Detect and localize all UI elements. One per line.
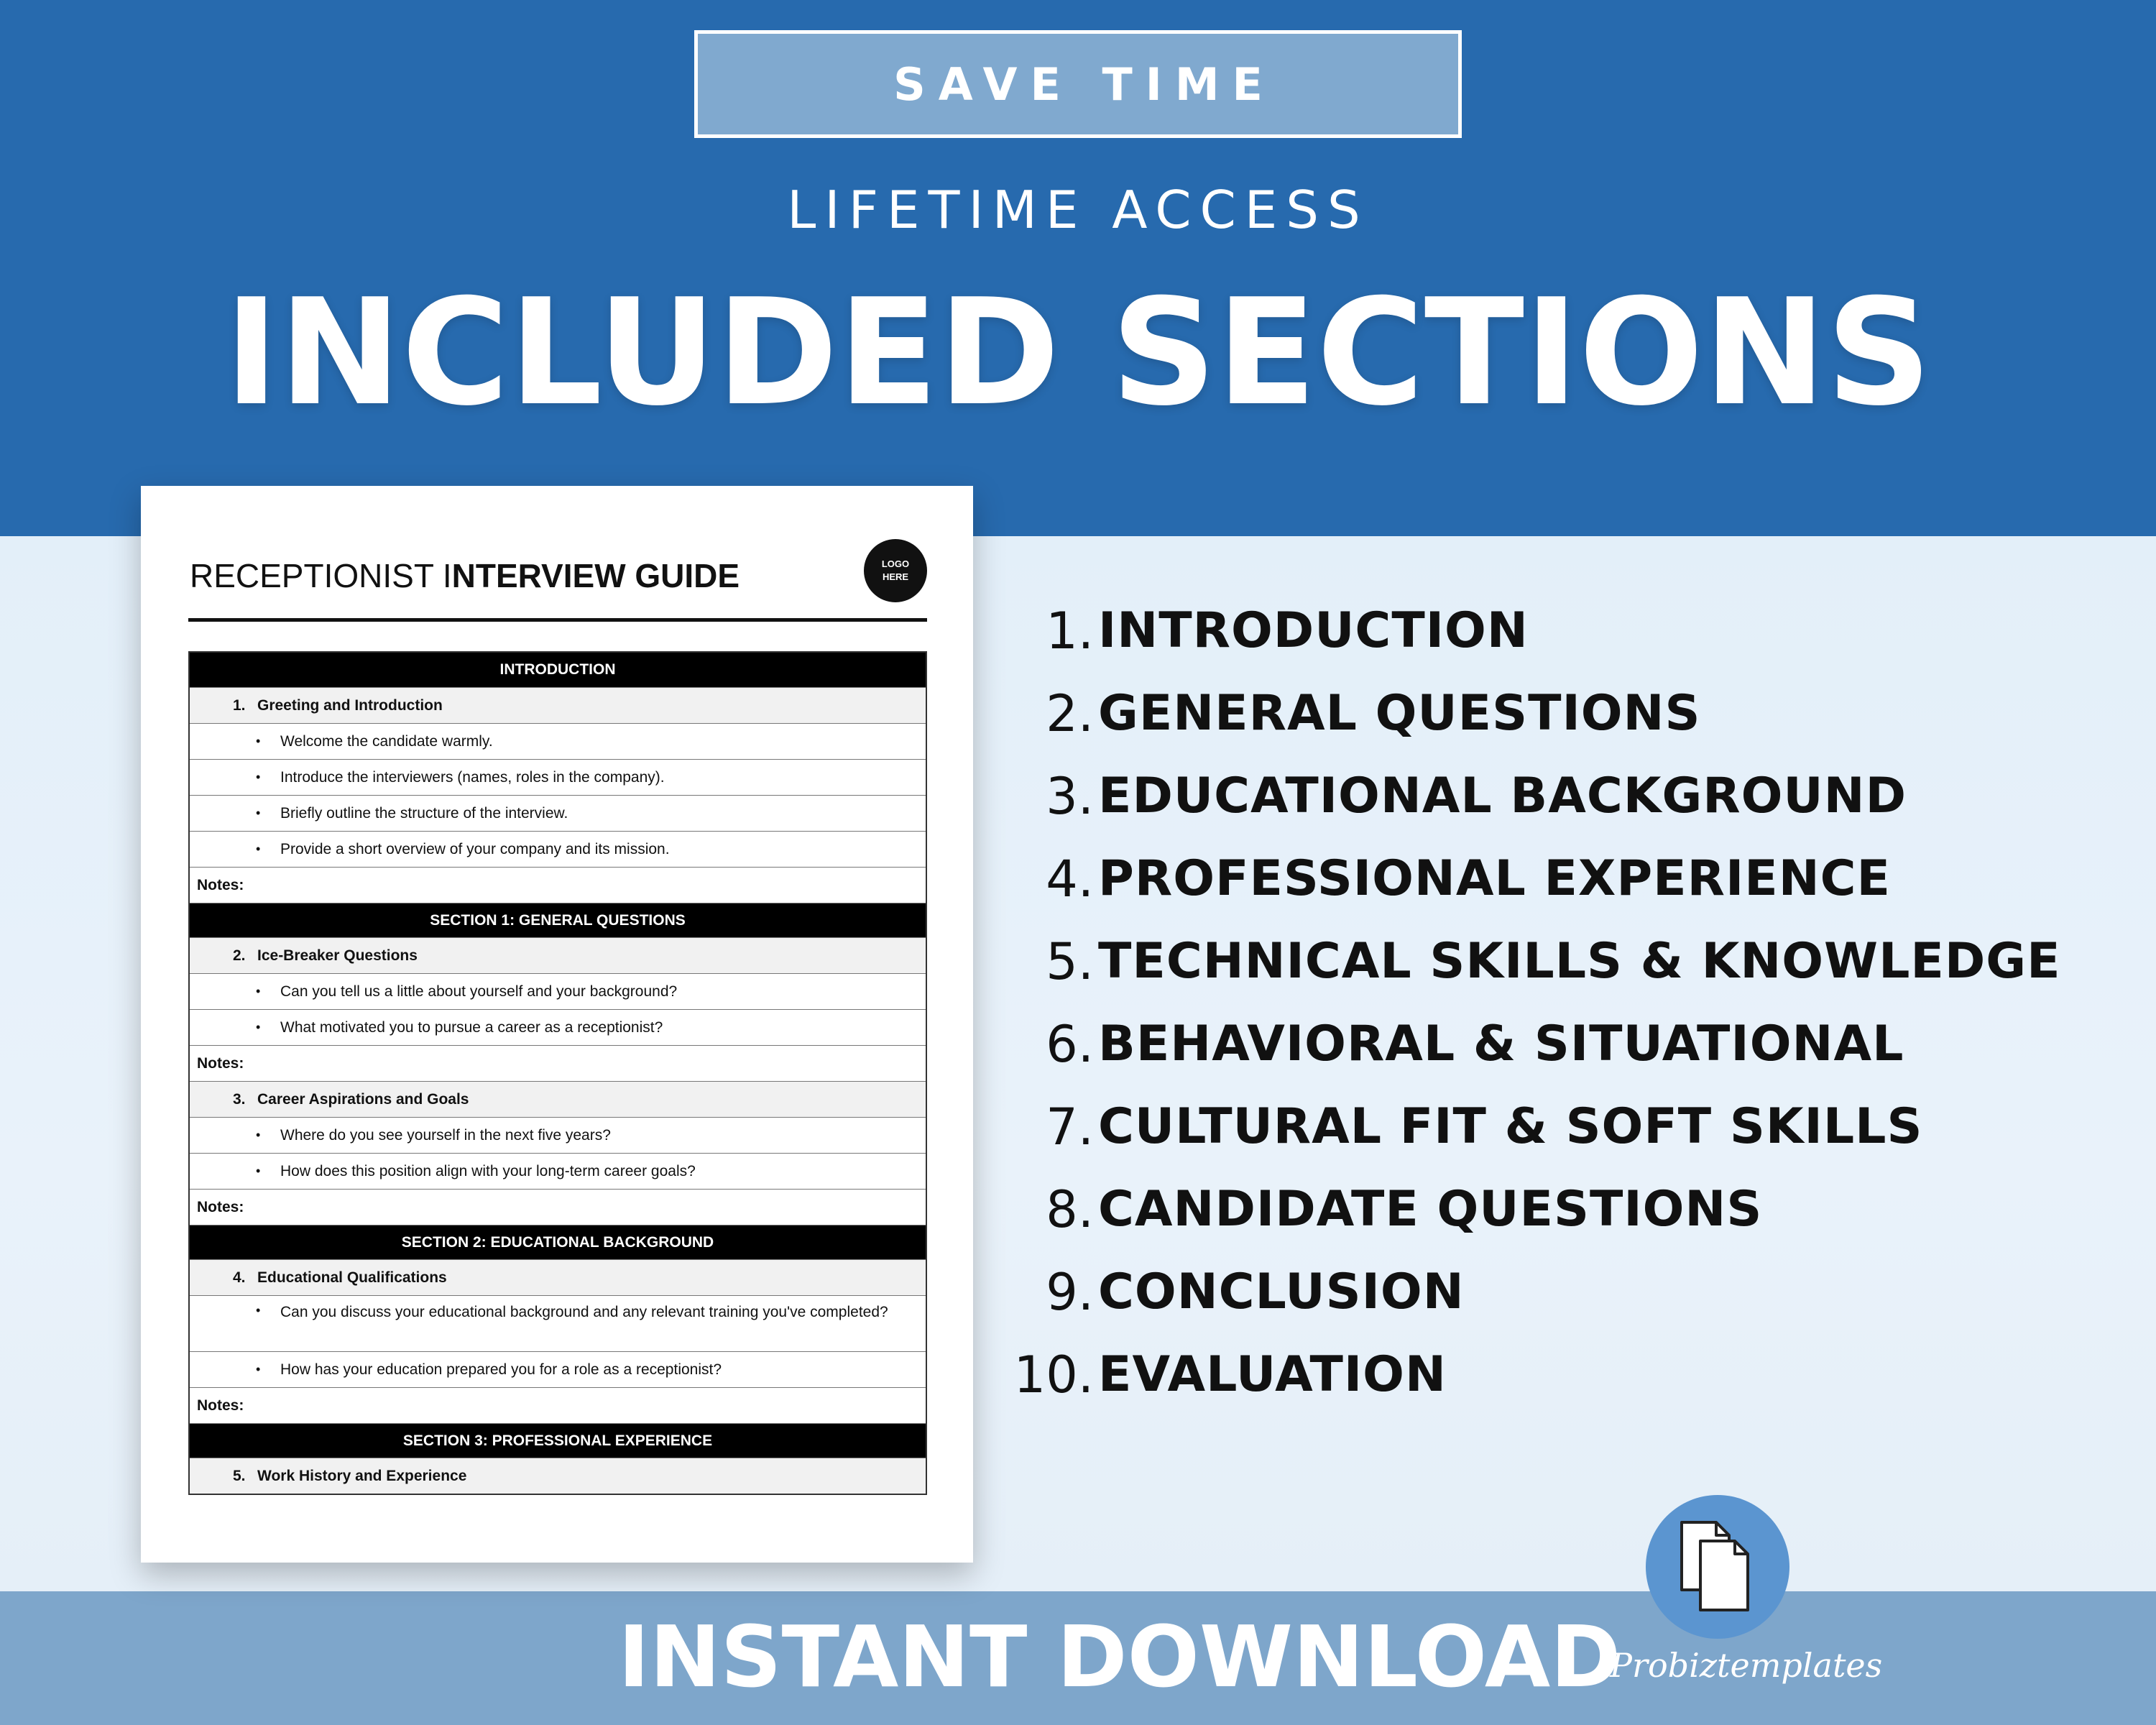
bullet-icon: • <box>256 842 261 856</box>
section-label: GENERAL QUESTIONS <box>1098 685 1701 742</box>
bullet-icon: • <box>256 806 261 820</box>
question-row <box>190 1351 926 1387</box>
question-group-number: 4. <box>233 1269 246 1286</box>
section-header-row: SECTION 3: PROFESSIONAL EXPERIENCE <box>190 1423 926 1458</box>
question-row <box>190 723 926 759</box>
section-list-item <box>1006 1333 2127 1416</box>
question-group-title: Greeting and Introduction <box>257 696 443 714</box>
notes-row: Notes: <box>190 1189 926 1225</box>
section-label: CANDIDATE QUESTIONS <box>1098 1181 1763 1238</box>
brand-name: Probiztemplates <box>1610 1646 1883 1685</box>
question-group-title: Work History and Experience <box>257 1467 467 1484</box>
logo-placeholder <box>864 539 927 602</box>
document-title-bold: NTERVIEW GUIDE <box>451 557 740 594</box>
section-number: 3. <box>1046 766 1094 826</box>
section-header-row: SECTION 1: GENERAL QUESTIONS <box>190 903 926 937</box>
question-text: Can you tell us a little about yourself and your background? <box>280 983 678 1000</box>
document-title <box>190 556 740 595</box>
lifetime-access-label: LIFETIME ACCESS <box>787 180 1369 240</box>
section-number: 2. <box>1046 684 1094 743</box>
question-group-number: 3. <box>233 1090 246 1108</box>
question-row <box>190 973 926 1009</box>
question-group-row <box>190 1081 926 1117</box>
question-group-row <box>190 937 926 973</box>
section-label: CULTURAL FIT & SOFT SKILLS <box>1098 1098 1923 1155</box>
bullet-icon: • <box>256 734 261 748</box>
section-list-item <box>1006 672 2127 755</box>
bullet-icon: • <box>256 770 261 784</box>
bullet-icon: • <box>256 1362 261 1376</box>
section-list-item <box>1006 1168 2127 1251</box>
section-list-item <box>1006 589 2127 672</box>
question-row <box>190 795 926 831</box>
question-text: Can you discuss your educational background and any relevant training you've completed? <box>280 1304 888 1320</box>
section-header-row: INTRODUCTION <box>190 653 926 687</box>
section-label: CONCLUSION <box>1098 1264 1465 1320</box>
logo-line2: HERE <box>882 571 909 582</box>
bullet-icon: • <box>256 1128 261 1142</box>
question-group-number: 5. <box>233 1467 246 1484</box>
bullet-icon: • <box>256 1020 261 1034</box>
section-label: EVALUATION <box>1098 1346 1447 1403</box>
question-row <box>190 1117 926 1153</box>
document-title-light: RECEPTIONIST I <box>190 557 452 594</box>
section-list-item <box>1006 1251 2127 1333</box>
question-text: How has your education prepared you for a role as a receptionist? <box>280 1361 722 1378</box>
title-divider <box>188 618 927 622</box>
document-preview <box>141 486 973 1563</box>
question-row <box>190 1295 926 1351</box>
question-row <box>190 1009 926 1045</box>
question-group-title: Ice-Breaker Questions <box>257 947 418 964</box>
section-list-item <box>1006 755 2127 837</box>
question-text: Provide a short overview of your company and its mission. <box>280 840 670 857</box>
question-group-title: Career Aspirations and Goals <box>257 1090 469 1108</box>
question-group-row <box>190 1259 926 1295</box>
question-group-row <box>190 1458 926 1494</box>
notes-row: Notes: <box>190 867 926 903</box>
interview-table <box>188 651 927 1495</box>
question-row <box>190 759 926 795</box>
section-label: EDUCATIONAL BACKGROUND <box>1098 768 1907 824</box>
section-list-item <box>1006 1003 2127 1085</box>
section-label: INTRODUCTION <box>1098 602 1529 659</box>
section-list-item <box>1006 1085 2127 1168</box>
question-group-row <box>190 687 926 723</box>
logo-line1: LOGO <box>881 558 910 569</box>
section-number: 4. <box>1046 849 1094 908</box>
question-text: How does this position align with your long-term career goals? <box>280 1162 696 1179</box>
bullet-icon: • <box>256 1164 261 1178</box>
notes-row: Notes: <box>190 1045 926 1081</box>
question-row <box>190 1153 926 1189</box>
section-number: 7. <box>1046 1097 1094 1156</box>
question-row <box>190 831 926 867</box>
section-label: PROFESSIONAL EXPERIENCE <box>1098 850 1891 907</box>
question-text: Introduce the interviewers (names, roles in the company). <box>280 768 665 786</box>
section-list-item <box>1006 837 2127 920</box>
question-group-number: 1. <box>233 696 246 714</box>
question-text: Where do you see yourself in the next five years? <box>280 1126 611 1144</box>
question-group-title: Educational Qualifications <box>257 1269 447 1286</box>
notes-row: Notes: <box>190 1387 926 1423</box>
section-label: BEHAVIORAL & SITUATIONAL <box>1098 1016 1904 1072</box>
question-text: Briefly outline the structure of the interview. <box>280 804 568 822</box>
page-title: INCLUDED SECTIONS <box>224 268 1932 438</box>
section-label: TECHNICAL SKILLS & KNOWLEDGE <box>1098 933 2061 990</box>
question-group-number: 2. <box>233 947 246 964</box>
bullet-icon: • <box>256 1303 261 1317</box>
section-number: 9. <box>1046 1262 1094 1322</box>
section-number: 5. <box>1046 932 1094 991</box>
instant-download-label: INSTANT DOWNLOAD <box>618 1607 1621 1706</box>
section-number: 6. <box>1046 1014 1094 1074</box>
documents-icon <box>1646 1495 1789 1639</box>
section-list <box>1006 589 2127 1416</box>
section-list-item <box>1006 920 2127 1003</box>
section-number: 8. <box>1046 1179 1094 1239</box>
section-header-row: SECTION 2: EDUCATIONAL BACKGROUND <box>190 1225 926 1259</box>
save-time-label: SAVE TIME <box>893 58 1276 111</box>
save-time-box <box>694 30 1462 138</box>
bullet-icon: • <box>256 984 261 998</box>
section-number: 10. <box>1013 1345 1094 1404</box>
question-text: What motivated you to pursue a career as a receptionist? <box>280 1018 663 1036</box>
question-text: Welcome the candidate warmly. <box>280 732 493 750</box>
section-number: 1. <box>1046 601 1094 661</box>
